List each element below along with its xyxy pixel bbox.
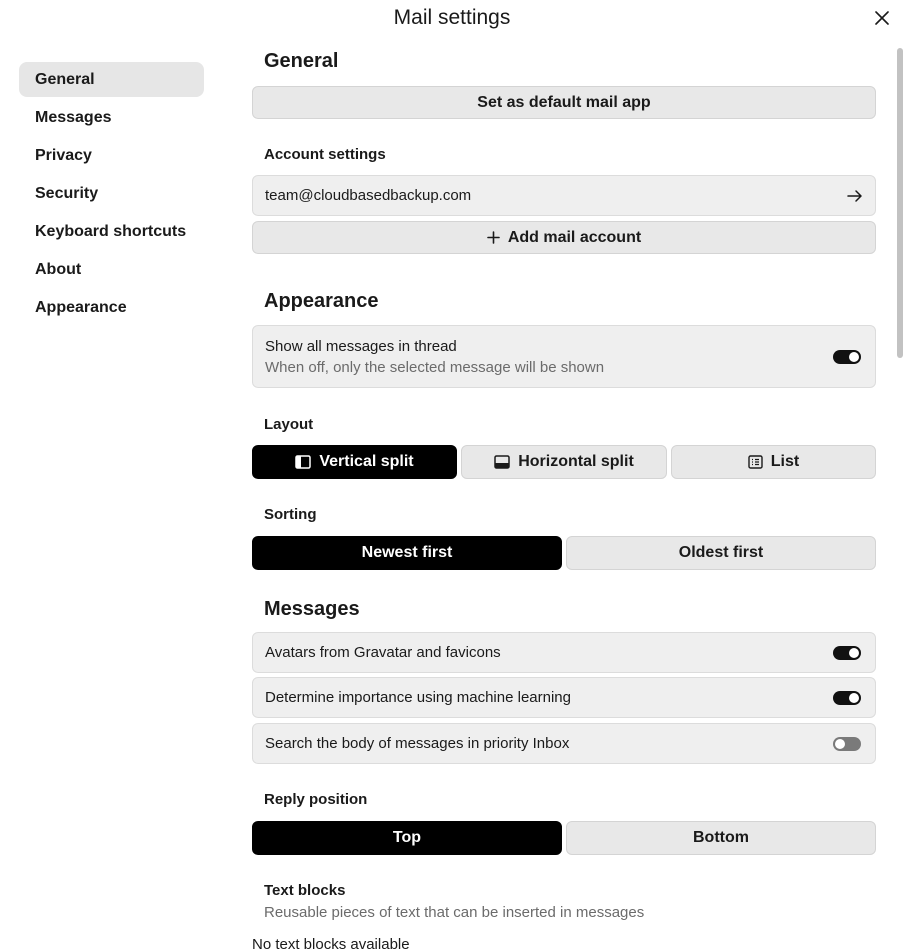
sort-newest-first-button[interactable]	[252, 536, 562, 570]
sorting-label: Sorting	[264, 506, 317, 523]
horizontal-split-icon	[494, 455, 510, 469]
arrow-right-icon[interactable]	[847, 189, 863, 203]
button-label: Horizontal split	[518, 453, 634, 470]
search-body-toggle[interactable]	[833, 737, 861, 751]
show-thread-row	[252, 325, 876, 388]
sidebar-item-about[interactable]	[19, 252, 204, 287]
button-label: List	[770, 453, 800, 470]
sidebar-item-label: Privacy	[35, 146, 92, 164]
sidebar-item-general[interactable]	[19, 62, 204, 97]
sidebar-item-label: Appearance	[35, 298, 127, 316]
vertical-split-icon	[295, 455, 311, 469]
sidebar-item-appearance[interactable]	[19, 290, 204, 325]
general-heading: General	[264, 50, 339, 72]
button-label: Top	[392, 829, 422, 846]
sidebar-item-keyboard-shortcuts[interactable]	[19, 214, 204, 249]
list-icon	[748, 455, 763, 469]
reply-top-button[interactable]	[252, 821, 562, 855]
sidebar-item-label: Keyboard shortcuts	[35, 222, 187, 240]
button-label: Vertical split	[319, 453, 414, 470]
sidebar-item-label: General	[35, 70, 95, 88]
text-blocks-label: Text blocks	[264, 882, 346, 899]
search-body-row	[252, 723, 876, 764]
messages-heading: Messages	[264, 598, 360, 620]
set-default-mail-app-button[interactable]	[252, 86, 876, 119]
account-settings-label: Account settings	[264, 146, 386, 163]
sidebar-item-security[interactable]	[19, 176, 204, 211]
button-label: Add mail account	[507, 228, 642, 246]
search-body-label: Search the body of messages in priority Inbox	[265, 735, 570, 752]
title-bar	[0, 0, 904, 40]
layout-horizontal-split-button[interactable]	[461, 445, 667, 479]
close-icon	[875, 11, 889, 25]
text-blocks-description: Reusable pieces of text that can be inserted in messages	[264, 904, 645, 921]
layout-list-button[interactable]	[671, 445, 876, 479]
appearance-heading: Appearance	[264, 290, 379, 312]
importance-ml-label: Determine importance using machine learning	[265, 689, 571, 706]
importance-ml-toggle[interactable]	[833, 691, 861, 705]
text-blocks-empty: No text blocks available	[252, 936, 410, 951]
reply-bottom-button[interactable]	[566, 821, 876, 855]
sort-oldest-first-button[interactable]	[566, 536, 876, 570]
show-thread-description: When off, only the selected message will be shown	[265, 358, 605, 376]
sidebar-item-privacy[interactable]	[19, 138, 204, 173]
button-label: Oldest first	[678, 544, 764, 561]
add-mail-account-button[interactable]	[252, 221, 876, 254]
sidebar-item-label: Messages	[35, 108, 112, 126]
show-thread-toggle[interactable]	[833, 350, 861, 364]
sidebar-item-label: About	[35, 260, 82, 278]
settings-content	[252, 40, 876, 951]
window-title: Mail settings	[393, 6, 511, 29]
avatars-label: Avatars from Gravatar and favicons	[265, 644, 501, 661]
button-label: Set as default mail app	[477, 93, 651, 111]
sidebar-item-label: Security	[35, 184, 99, 202]
reply-position-label: Reply position	[264, 791, 368, 808]
plus-icon	[487, 231, 500, 244]
scrollbar[interactable]	[897, 48, 903, 358]
settings-sidebar	[19, 62, 204, 328]
button-label: Bottom	[693, 829, 749, 846]
sidebar-item-messages[interactable]	[19, 100, 204, 135]
importance-ml-row	[252, 677, 876, 718]
avatars-toggle[interactable]	[833, 646, 861, 660]
account-row[interactable]	[252, 175, 876, 216]
account-email: team@cloudbasedbackup.com	[265, 187, 472, 204]
button-label: Newest first	[361, 544, 453, 561]
layout-vertical-split-button[interactable]	[252, 445, 457, 479]
avatars-row	[252, 632, 876, 673]
close-button[interactable]	[870, 6, 894, 30]
show-thread-title: Show all messages in thread	[265, 337, 457, 355]
layout-label: Layout	[264, 416, 314, 433]
